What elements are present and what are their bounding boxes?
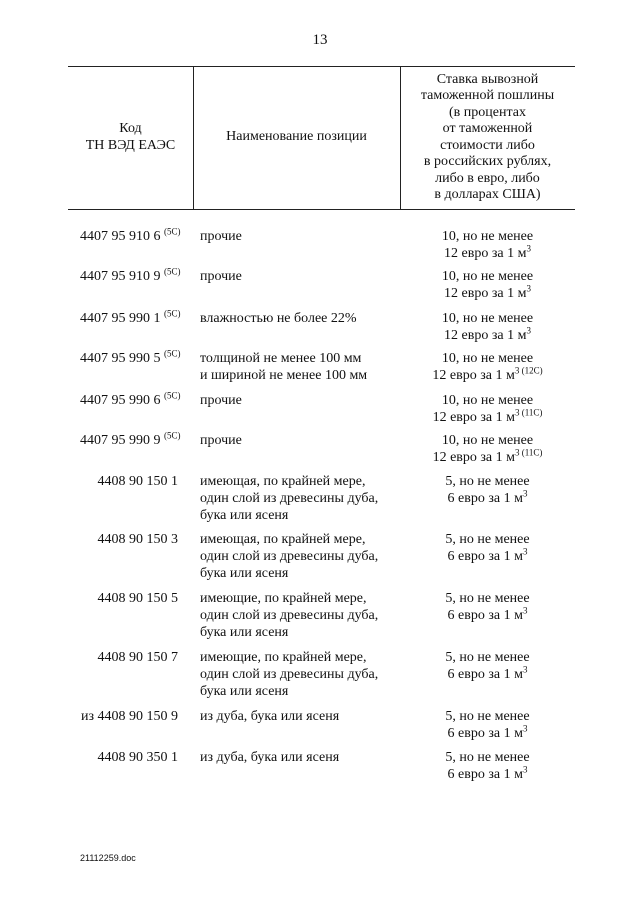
row-name: имеющая, по крайней мере, один слой из древесины дуба, бука или ясеня — [200, 532, 379, 581]
header-rate-label: Ставка вывозной таможенной пошлины (в процентах от таможенной стоимости либо в российских рублях, либо в евро, либо в долларах США) — [420, 71, 555, 202]
row-rate: 5, но не менее 6 евро за 1 $м^3$ — [445, 474, 530, 506]
row-code: 4407 95 990 5 $^{(5С)}$ — [80, 348, 181, 366]
code-note: (5С) — [164, 226, 181, 237]
table-header-bottom-rule — [68, 209, 575, 210]
row-code: 4408 90 150 1 — [97, 474, 178, 489]
row-code: из 4408 90 150 9 — [80, 709, 178, 724]
row-name: из дуба, бука или ясеня — [200, 709, 340, 724]
header-code-label: Код ТН ВЭД ЕАЭС — [85, 121, 176, 153]
code-note: (5С) — [164, 390, 181, 401]
header-code-column — [68, 66, 193, 209]
row-code: 4408 90 150 5 — [97, 591, 178, 606]
row-name: прочие — [200, 229, 242, 244]
row-rate: 10, но не менее 12 евро за 1 $м^3$ $^{(11С)}$ — [432, 393, 543, 425]
row-name: прочие — [200, 393, 242, 408]
row-rate: 10, но не менее 12 евро за 1 $м^3$ — [441, 311, 534, 343]
code-note: (5С) — [164, 266, 181, 277]
row-rate: 5, но не менее 6 евро за 1 $м^3$ — [445, 591, 530, 623]
page-number: 13 — [312, 32, 328, 48]
code-note: (5С) — [164, 348, 181, 359]
row-code: 4408 90 150 7 — [97, 650, 178, 665]
row-rate: 10, но не менее 12 евро за 1 $м^3$ $^{(11С)}$ — [432, 433, 543, 465]
header-name-column — [193, 66, 400, 209]
row-name: имеющая, по крайней мере, один слой из древесины дуба, бука или ясеня — [200, 474, 379, 523]
row-code: 4408 90 150 3 — [97, 532, 178, 547]
row-name: толщиной не менее 100 мм и шириной не менее 100 мм — [200, 351, 368, 383]
row-name: влажностью не более 22% — [200, 311, 357, 326]
row-name: прочие — [200, 269, 242, 284]
row-rate: 10, но не менее 12 евро за 1 $м^3$ — [441, 269, 534, 301]
code-note: (5С) — [164, 430, 181, 441]
row-name: имеющие, по крайней мере, один слой из древесины дуба, бука или ясеня — [200, 591, 379, 640]
row-rate: 5, но не менее 6 евро за 1 $м^3$ — [445, 750, 530, 782]
row-code: 4407 95 910 6 $^{(5С)}$ — [80, 226, 181, 244]
row-rate: 5, но не менее 6 евро за 1 $м^3$ — [445, 650, 530, 682]
row-code: 4407 95 990 6 $^{(5С)}$ — [80, 390, 181, 408]
document-filename: 21112259.doc — [80, 853, 136, 863]
row-rate: 5, но не менее 6 евро за 1 $м^3$ — [445, 709, 530, 741]
row-name: имеющие, по крайней мере, один слой из древесины дуба, бука или ясеня — [200, 650, 379, 699]
row-rate: 10, но не менее 12 евро за 1 $м^3$ $^{(12С)}$ — [432, 351, 543, 383]
row-name: прочие — [200, 433, 242, 448]
row-code: 4408 90 350 1 — [97, 750, 178, 765]
row-rate: 5, но не менее 6 евро за 1 $м^3$ — [445, 532, 530, 564]
header-rate-column — [400, 66, 575, 209]
header-name-label: Наименование позиции — [226, 129, 367, 145]
row-code: 4407 95 990 9 $^{(5С)}$ — [80, 430, 181, 448]
row-name: из дуба, бука или ясеня — [200, 750, 340, 765]
row-code: 4407 95 990 1 $^{(5С)}$ — [80, 308, 181, 326]
code-note: (5С) — [164, 308, 181, 319]
row-code: 4407 95 910 9 $^{(5С)}$ — [80, 266, 181, 284]
row-rate: 10, но не менее 12 евро за 1 $м^3$ — [441, 229, 534, 261]
